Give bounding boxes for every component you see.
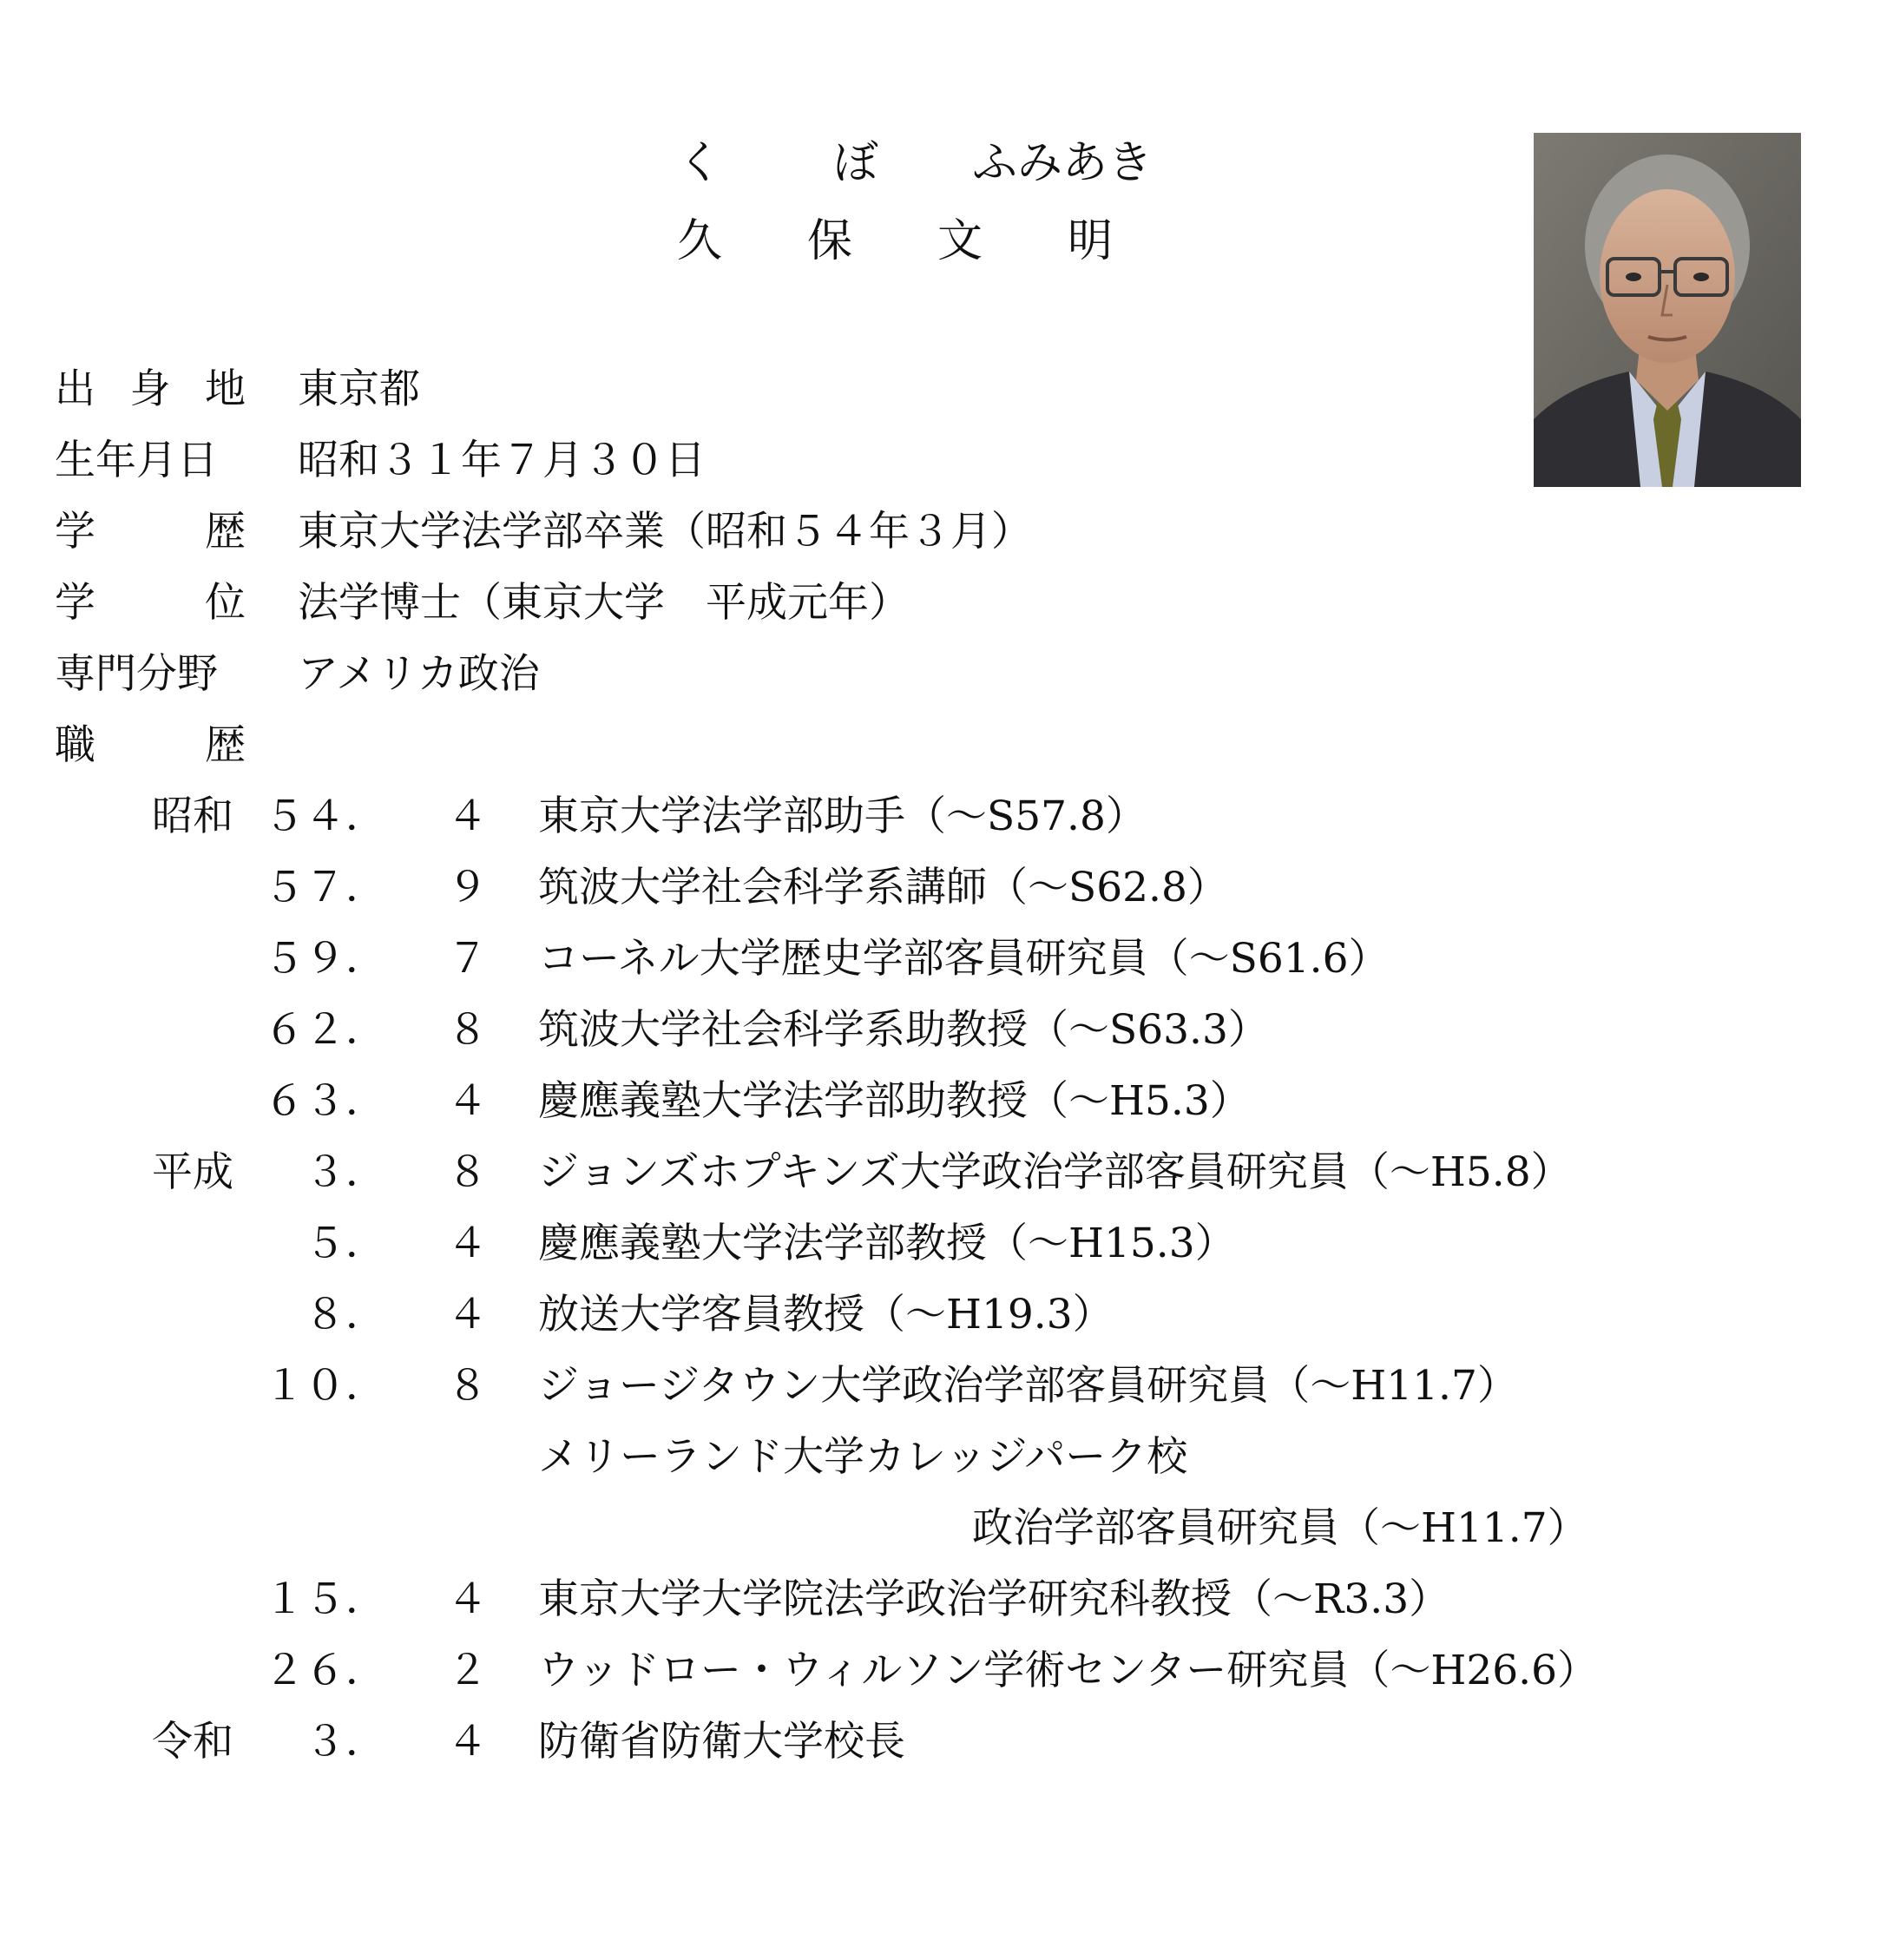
- label-char: 位: [205, 579, 246, 627]
- career-description: メリーランド大学カレッジパーク校: [538, 1433, 1188, 1481]
- name-reading-part: ぼ: [833, 137, 879, 189]
- career-year: ５９．: [264, 935, 386, 983]
- career-month: ４: [447, 1718, 488, 1766]
- name-title: [677, 204, 1198, 269]
- career-month: ２: [447, 1647, 488, 1694]
- label-text: 専門分野: [55, 650, 218, 698]
- career-month: ９: [447, 864, 488, 911]
- label-text: 生年月日: [55, 437, 218, 484]
- career-description: 慶應義塾大学法学部助教授（～H5.3）: [538, 1077, 1251, 1125]
- career-month: ４: [447, 1077, 488, 1125]
- profile-label: [55, 579, 246, 627]
- portrait-photo: [1534, 133, 1801, 487]
- career-description: 筑波大学社会科学系講師（～S62.8）: [538, 864, 1228, 911]
- career-description: ジョンズホプキンズ大学政治学部客員研究員（～H5.8）: [538, 1148, 1572, 1196]
- label-char: 歴: [205, 721, 246, 769]
- career-year: ５．: [305, 1220, 386, 1267]
- career-year: １０．: [264, 1362, 386, 1410]
- name-reading: [677, 126, 1198, 191]
- name-title-char: 久: [677, 215, 723, 267]
- career-description: ジョージタウン大学政治学部客員研究員（～H11.7）: [538, 1362, 1518, 1410]
- career-month: ８: [447, 1006, 488, 1054]
- label-char: 出: [55, 365, 95, 413]
- profile-label: [55, 365, 246, 413]
- career-month: ８: [447, 1362, 488, 1410]
- name-title-char: 保: [807, 215, 853, 267]
- career-era: 令和: [152, 1718, 233, 1766]
- label-char: 学: [55, 508, 95, 556]
- career-year: ５４．: [264, 793, 386, 840]
- career-era: 平成: [152, 1148, 233, 1196]
- career-year: ５７．: [264, 864, 386, 911]
- career-description-continued: 政治学部客員研究員（～H11.7）: [972, 1504, 1588, 1552]
- career-era: 昭和: [152, 793, 233, 840]
- career-description: 筑波大学社会科学系助教授（～S63.3）: [538, 1006, 1269, 1054]
- career-description: 東京大学大学院法学政治学研究科教授（～R3.3）: [538, 1575, 1450, 1623]
- profile-value: 東京大学法学部卒業（昭和５４年３月）: [298, 508, 1032, 556]
- career-month: ７: [447, 935, 488, 983]
- career-year: ６２．: [264, 1006, 386, 1054]
- profile-value: 昭和３１年７月３０日: [298, 437, 706, 484]
- career-description: 慶應義塾大学法学部教授（～H15.3）: [538, 1220, 1236, 1267]
- profile-label: [55, 650, 246, 698]
- label-char: 地: [205, 365, 246, 413]
- profile-value: アメリカ政治: [298, 650, 540, 698]
- career-year: ２６．: [264, 1647, 386, 1694]
- profile-label: [55, 437, 246, 484]
- profile-value: 法学博士（東京大学 平成元年）: [298, 579, 910, 627]
- profile-label: [55, 508, 246, 556]
- label-char: 身: [129, 365, 171, 413]
- career-description: 防衛省防衛大学校長: [538, 1718, 905, 1766]
- career-description: ウッドロー・ウィルソン学術センター研究員（～H26.6）: [538, 1647, 1598, 1694]
- profile-value: 東京都: [298, 365, 420, 413]
- career-month: ８: [447, 1148, 488, 1196]
- career-month: ４: [447, 1291, 488, 1338]
- career-description: 東京大学法学部助手（～S57.8）: [538, 793, 1147, 840]
- name-title-char: 文: [937, 215, 983, 267]
- label-char: 学: [55, 579, 95, 627]
- career-year: １５．: [264, 1575, 386, 1623]
- label-char: 職: [55, 721, 95, 769]
- name-reading-part: く: [677, 137, 723, 189]
- career-year: ８．: [305, 1291, 386, 1338]
- label-char: 歴: [205, 508, 246, 556]
- career-description: コーネル大学歴史学部客員研究員（～S61.6）: [538, 935, 1390, 983]
- career-month: ４: [447, 1220, 488, 1267]
- name-reading-part: ふみあき: [972, 137, 1154, 189]
- career-month: ４: [447, 1575, 488, 1623]
- career-year: ３．: [305, 1148, 386, 1196]
- name-title-char: 明: [1068, 215, 1114, 267]
- career-month: ４: [447, 793, 488, 840]
- profile-label: [55, 721, 246, 769]
- portrait-illustration: [1534, 133, 1801, 487]
- career-year: ３．: [305, 1718, 386, 1766]
- career-description: 放送大学客員教授（～H19.3）: [538, 1291, 1114, 1338]
- career-year: ６３．: [264, 1077, 386, 1125]
